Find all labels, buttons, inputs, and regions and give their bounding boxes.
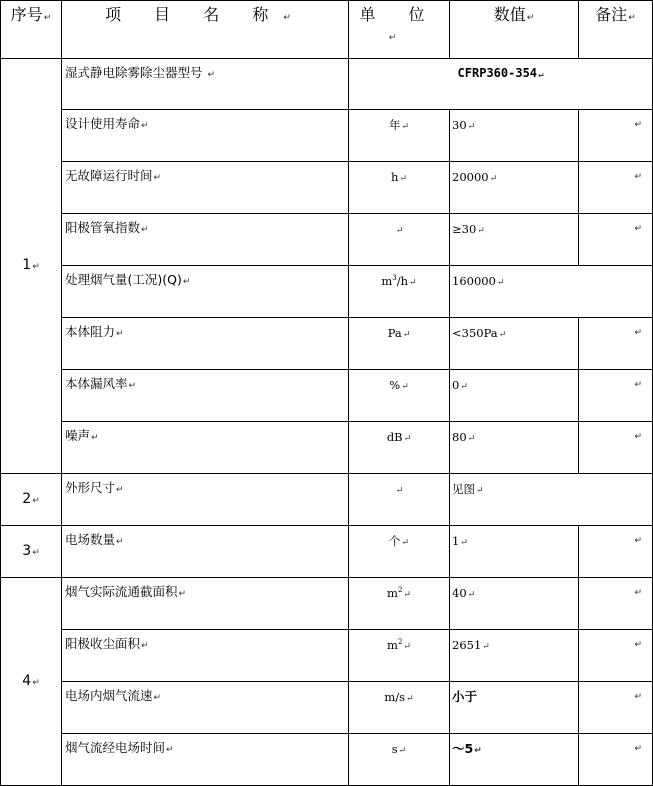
item-name: 设计使用寿命↵: [62, 110, 349, 162]
note-cell: ↵: [579, 526, 653, 578]
unit-cell: h↵: [349, 162, 450, 214]
value-cell: 20000↵: [450, 162, 579, 214]
table-row: [1, 266, 653, 318]
table-row: [1, 110, 653, 162]
note-cell: ↵: [579, 578, 653, 630]
unit-cell: $m^2↵$: [349, 578, 450, 630]
unit-cell: s↵: [349, 734, 450, 786]
value-cell: 见图↵: [450, 474, 653, 526]
item-name: 外形尺寸↵: [62, 474, 349, 526]
unit-cell: m/s↵: [349, 682, 450, 734]
unit-cell: ↵: [349, 474, 450, 526]
unit-cell: ↵: [349, 214, 450, 266]
model-value: CFRP360-354↵: [349, 59, 653, 110]
value-cell: 30↵: [450, 110, 579, 162]
table-row: [1, 318, 653, 370]
group-number: 2↵: [1, 474, 62, 526]
value-cell: ～5↵: [450, 734, 579, 786]
item-name: 湿式静电除雾除尘器型号 ↵: [62, 59, 349, 110]
value-cell: ≥30↵: [450, 214, 579, 266]
item-name: 烟气流经电场时间↵: [62, 734, 349, 786]
unit-cell: 个↵: [349, 526, 450, 578]
item-name: 本体漏风率↵: [62, 370, 349, 422]
table-row: [1, 682, 653, 734]
value-cell: <350Pa↵: [450, 318, 579, 370]
group-number: 3↵: [1, 526, 62, 578]
table-row: [1, 59, 653, 110]
item-name: 处理烟气量(工况)(Q)↵: [62, 266, 349, 318]
note-cell: ↵: [579, 630, 653, 682]
value-cell: 80↵: [450, 422, 579, 474]
item-name: 噪声↵: [62, 422, 349, 474]
unit-cell: $m^2↵$: [349, 630, 450, 682]
unit-cell: 年↵: [349, 110, 450, 162]
table-row: [1, 370, 653, 422]
header-no: 序号↵: [1, 1, 62, 59]
group-number: 4↵: [1, 578, 62, 786]
group-number: 1↵: [1, 59, 62, 474]
item-name: 无故障运行时间↵: [62, 162, 349, 214]
table-row: [1, 162, 653, 214]
note-cell: ↵: [579, 162, 653, 214]
value-cell: 0↵: [450, 370, 579, 422]
header-row: [1, 1, 653, 59]
table-row: [1, 214, 653, 266]
header-note: 备注↵: [579, 1, 653, 59]
value-cell: 40↵: [450, 578, 579, 630]
header-unit: 单 位↵: [349, 1, 450, 59]
note-cell: ↵: [579, 110, 653, 162]
item-name: 烟气实际流通截面积↵: [62, 578, 349, 630]
table-row: [1, 630, 653, 682]
note-cell: ↵: [579, 370, 653, 422]
item-name: 阳极管氧指数↵: [62, 214, 349, 266]
note-cell: ↵: [579, 682, 653, 734]
note-cell: ↵: [579, 734, 653, 786]
value-cell: 160000↵: [450, 266, 653, 318]
table-row: [1, 526, 653, 578]
unit-cell: dB↵: [349, 422, 450, 474]
header-item: 项 目 名 称↵: [62, 1, 349, 59]
note-cell: ↵: [579, 422, 653, 474]
unit-cell: $m^3/h↵$: [349, 266, 450, 318]
table-row: [1, 422, 653, 474]
table-row: [1, 474, 653, 526]
table-row: [1, 734, 653, 786]
table-row: [1, 578, 653, 630]
item-name: 电场数量↵: [62, 526, 349, 578]
item-name: 电场内烟气流速↵: [62, 682, 349, 734]
value-cell: 1↵: [450, 526, 579, 578]
note-cell: ↵: [579, 214, 653, 266]
value-cell: 2651↵: [450, 630, 579, 682]
value-cell: 小于: [450, 682, 579, 734]
unit-cell: %↵: [349, 370, 450, 422]
item-name: 阳极收尘面积↵: [62, 630, 349, 682]
item-name: 本体阻力↵: [62, 318, 349, 370]
header-value: 数值↵: [450, 1, 579, 59]
unit-cell: Pa↵: [349, 318, 450, 370]
note-cell: ↵: [579, 318, 653, 370]
